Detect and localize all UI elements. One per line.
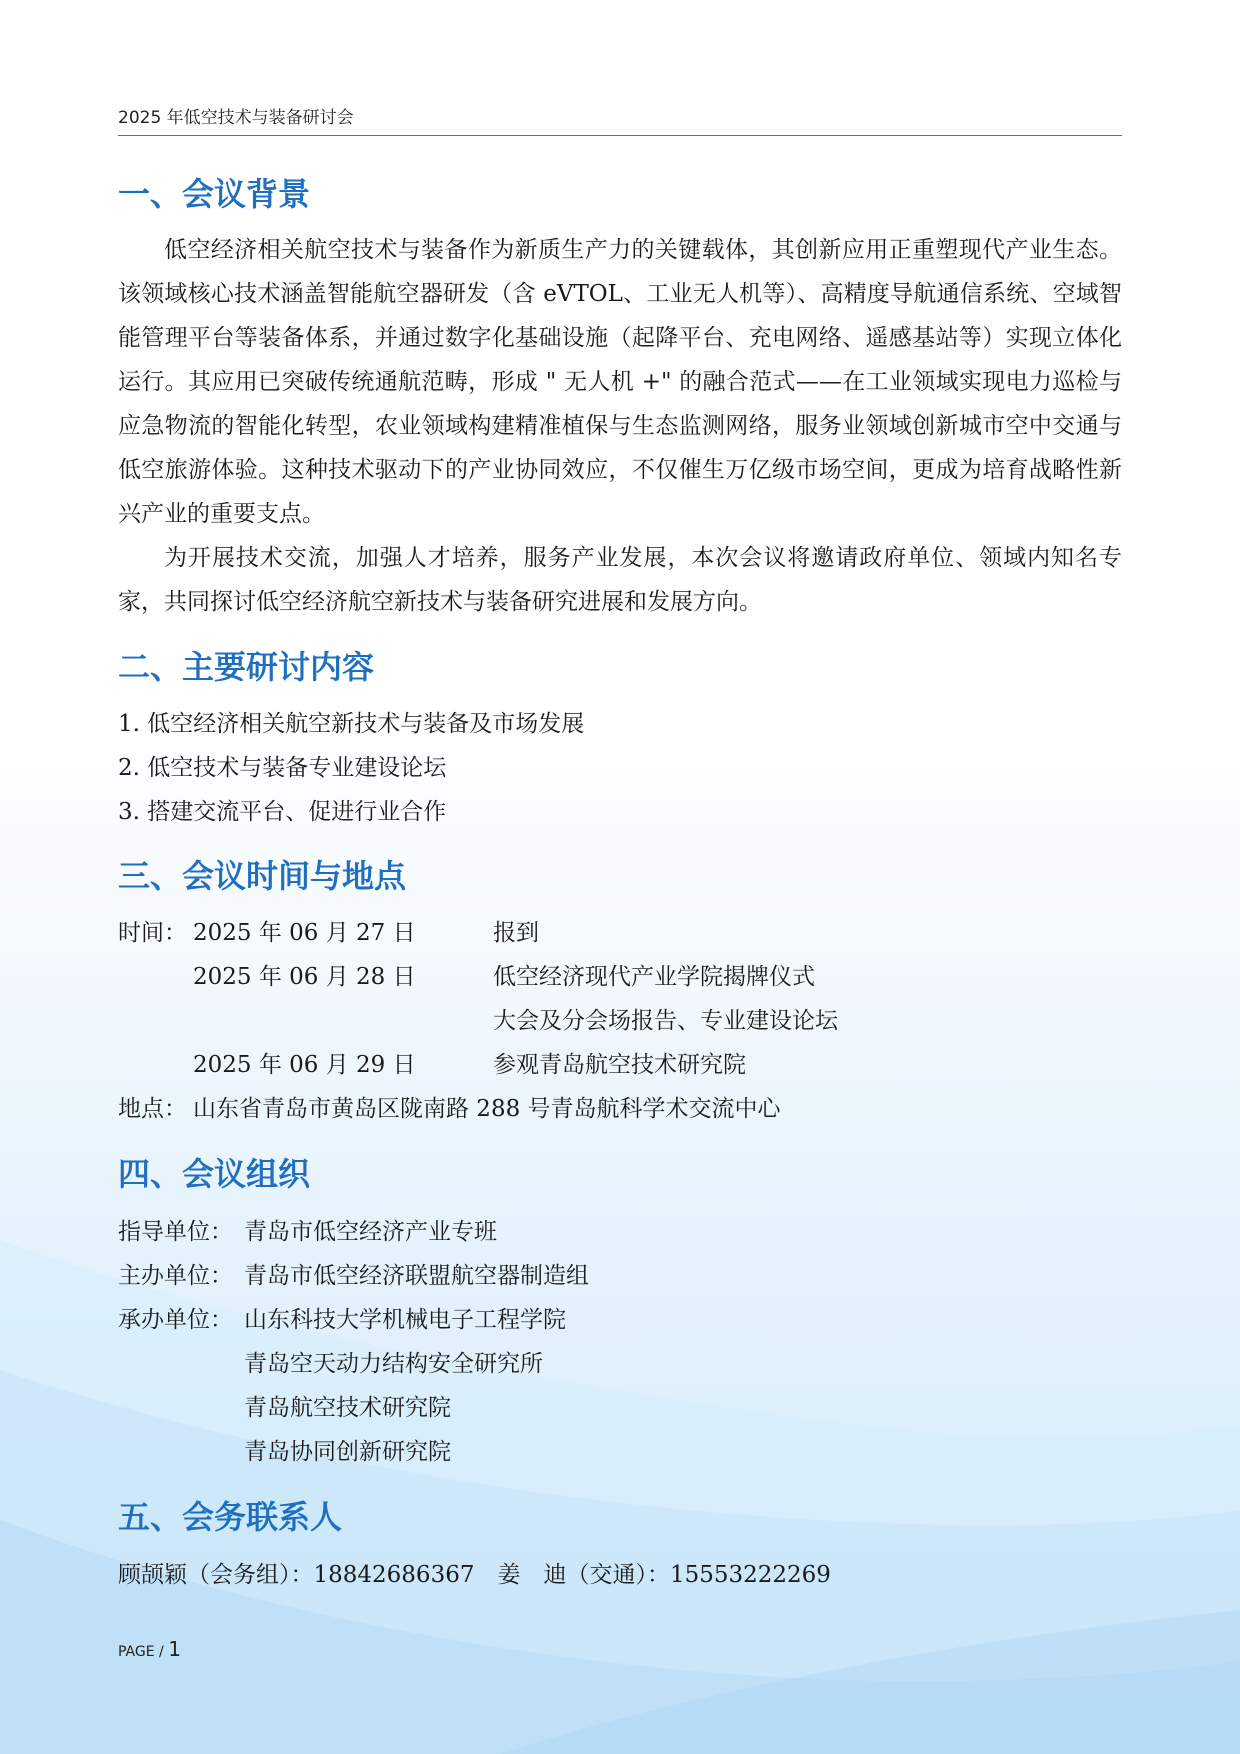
schedule-event-2: 低空经济现代产业学院揭牌仪式 xyxy=(493,964,815,990)
page-number-value: 1 xyxy=(168,1637,181,1661)
running-head: 2025 年低空技术与装备研讨会 xyxy=(118,108,354,128)
organizer-item-3: 青岛航空技术研究院 xyxy=(244,1395,451,1421)
topic-item-3: 3. 搭建交流平台、促进行业合作 xyxy=(118,799,447,825)
page-number xyxy=(118,1637,181,1661)
page-label: PAGE / xyxy=(118,1644,169,1660)
schedule-date-1: 2025 年 06 月 27 日 xyxy=(193,920,416,946)
schedule-event-4: 参观青岛航空技术研究院 xyxy=(493,1052,746,1078)
place-value: 山东省青岛市黄岛区陇南路 288 号青岛航科学术交流中心 xyxy=(193,1096,781,1122)
place-label: 地点： xyxy=(118,1096,187,1122)
schedule-date-4: 2025 年 06 月 29 日 xyxy=(193,1052,416,1078)
schedule-event-1: 报到 xyxy=(493,920,539,946)
section-title-contacts: 五、会务联系人 xyxy=(118,1498,343,1536)
host-label: 主办单位： xyxy=(118,1263,233,1289)
background-paragraph-2: 为开展技术交流，加强人才培养，服务产业发展，本次会议将邀请政府单位、领域内知名专家，共同探讨低空经济航空新技术与装备研究进展和发展方向。 xyxy=(118,545,1122,615)
organizer-item-2: 青岛空天动力结构安全研究所 xyxy=(244,1351,543,1377)
topic-item-2: 2. 低空技术与装备专业建设论坛 xyxy=(118,755,447,781)
section-title-topics: 二、主要研讨内容 xyxy=(118,648,375,686)
organizer-item-4: 青岛协同创新研究院 xyxy=(244,1439,451,1465)
schedule-date-2: 2025 年 06 月 28 日 xyxy=(193,964,416,990)
guide-label: 指导单位： xyxy=(118,1219,233,1245)
organizer-item-1: 山东科技大学机械电子工程学院 xyxy=(244,1307,566,1333)
contacts-line: 顾颉颖（会务组）：18842686367 姜 迪（交通）：15553222269 xyxy=(118,1562,831,1588)
section-title-schedule: 三、会议时间与地点 xyxy=(118,857,407,895)
topic-item-1: 1. 低空经济相关航空新技术与装备及市场发展 xyxy=(118,711,585,737)
background-paragraph-1: 低空经济相关航空技术与装备作为新质生产力的关键载体，其创新应用正重塑现代产业生态。该领域核心技术涵盖智能航空器研发（含 eVTOL、工业无人机等）、高精度导航通信系统、空域智能管理平台等装备体系，并通过数字化基础设施（起降平台、充电网络、遥感基站等）实现立体化运行。其应用已突破传统通航范畴，形成 " 无人机 +" 的融合范式——在工业领域实现电力巡检与应急物流的智能化转型，农业领域构建精准植保与生态监测网络，服务业领域创新城市空中交通与低空旅游体验。这种技术驱动下的产业协同效应，不仅催生万亿级市场空间，更成为培育战略性新兴产业的重要支点。 xyxy=(118,237,1122,527)
section-title-background: 一、会议背景 xyxy=(118,175,311,213)
header-rule xyxy=(118,135,1122,136)
schedule-event-3: 大会及分会场报告、专业建设论坛 xyxy=(493,1008,838,1034)
host-value: 青岛市低空经济联盟航空器制造组 xyxy=(244,1263,589,1289)
section-title-organization: 四、会议组织 xyxy=(118,1155,311,1193)
organizer-label: 承办单位： xyxy=(118,1307,233,1333)
time-label: 时间： xyxy=(118,920,187,946)
guide-value: 青岛市低空经济产业专班 xyxy=(244,1219,497,1245)
document-page xyxy=(118,0,1122,1754)
